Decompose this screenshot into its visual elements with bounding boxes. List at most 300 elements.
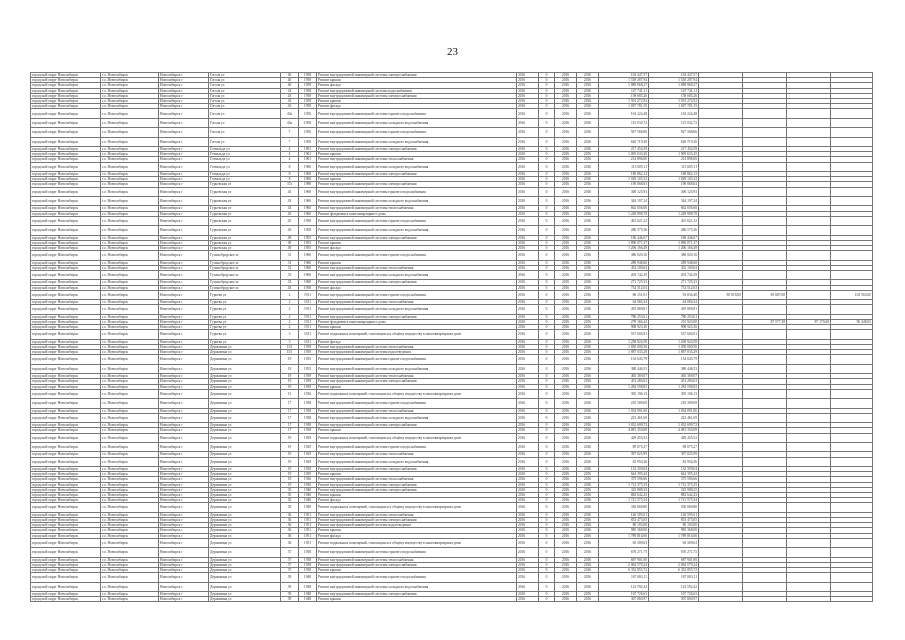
house-number-cell: 17 bbox=[281, 423, 299, 428]
end-year-cell: 2016 bbox=[577, 523, 599, 528]
cost-cell: 882 642,43 bbox=[599, 492, 649, 497]
extra-cost-4-cell bbox=[831, 109, 873, 118]
zero-cell: 0 bbox=[539, 399, 555, 408]
house-number-cell: 17 bbox=[281, 428, 299, 433]
plan-year-cell: 2016 bbox=[517, 137, 539, 146]
house-number-cell: 37а bbox=[281, 182, 299, 187]
end-year-cell: 2016 bbox=[577, 457, 599, 466]
build-year-cell: 1956 bbox=[299, 118, 317, 127]
zero-cell: 0 bbox=[539, 319, 555, 324]
table-body bbox=[31, 73, 873, 602]
house-number-cell: 43а bbox=[281, 109, 299, 118]
plan-year-cell: 2016 bbox=[517, 582, 539, 591]
cost-cell: 123 592,42 bbox=[599, 582, 649, 591]
end-year-cell: 2016 bbox=[577, 582, 599, 591]
total-cost-cell: 325 988,35 bbox=[649, 487, 699, 492]
table-row bbox=[31, 118, 873, 127]
plan-year-cell: 2016 bbox=[517, 104, 539, 109]
zero-cell: 0 bbox=[539, 557, 555, 562]
locality-cell: Новосибирск г bbox=[159, 88, 209, 93]
cost-cell: 429 455,52 bbox=[599, 433, 649, 442]
cost-cell: 286 575,36 bbox=[599, 226, 649, 235]
extra-cost-2-cell bbox=[743, 582, 787, 591]
municipality-cell: городской округ Новосибирск bbox=[31, 389, 101, 398]
build-year-cell: 1940 bbox=[299, 487, 317, 492]
street-cell: Гоголя ул bbox=[209, 137, 281, 146]
build-year-cell: 1929 bbox=[299, 472, 317, 477]
locality-cell: Новосибирск г bbox=[159, 498, 209, 503]
municipality-cell: городской округ Новосибирск bbox=[31, 325, 101, 330]
extra-cost-1-cell bbox=[699, 118, 743, 127]
street-cell: Гоголя ул bbox=[209, 93, 281, 98]
house-number-cell: 43 bbox=[281, 88, 299, 93]
locality-cell: Новосибирск г bbox=[159, 118, 209, 127]
house-number-cell: 43 bbox=[281, 206, 299, 211]
street-cell: Гоголя ул bbox=[209, 99, 281, 104]
city-district-cell: г.о. Новосибирск bbox=[101, 533, 159, 538]
work-type-cell: Ремонт внутридомовой инженерной системы теплоснабжения bbox=[317, 206, 517, 211]
total-cost-cell: 397 025,99 bbox=[649, 452, 699, 457]
total-cost-cell: 1 034 091,06 bbox=[649, 408, 699, 413]
street-cell: Державина ул bbox=[209, 428, 281, 433]
street-cell: Гусинобродское ш bbox=[209, 251, 281, 260]
cost-cell: 676 271,75 bbox=[599, 548, 649, 557]
locality-cell: Новосибирск г bbox=[159, 146, 209, 151]
cost-cell: 380 446,53 bbox=[599, 364, 649, 373]
extra-cost-4-cell bbox=[831, 187, 873, 196]
build-year-cell: 1958 bbox=[299, 83, 317, 88]
build-year-cell: 1960 bbox=[299, 177, 317, 182]
plan-year-cell: 2016 bbox=[517, 512, 539, 517]
build-year-cell: 1961 bbox=[299, 152, 317, 157]
table-row bbox=[31, 582, 873, 591]
city-district-cell: г.о. Новосибирск bbox=[101, 413, 159, 422]
end-year-cell: 2016 bbox=[577, 503, 599, 512]
build-year-cell: 1938 bbox=[299, 423, 317, 428]
cost-cell: 1 206 166,49 bbox=[599, 245, 649, 250]
street-cell: Державина ул bbox=[209, 350, 281, 355]
build-year-cell: 1911 bbox=[299, 314, 317, 319]
start-year-cell: 2016 bbox=[555, 270, 577, 279]
extra-cost-2-cell: 85 687,00 bbox=[743, 290, 787, 299]
city-district-cell: г.о. Новосибирск bbox=[101, 355, 159, 364]
locality-cell: Новосибирск г bbox=[159, 171, 209, 176]
locality-cell: Новосибирск г bbox=[159, 83, 209, 88]
municipality-cell: городской округ Новосибирск bbox=[31, 128, 101, 137]
municipality-cell: городской округ Новосибирск bbox=[31, 355, 101, 364]
plan-year-cell: 2016 bbox=[517, 78, 539, 83]
build-year-cell: 1955 bbox=[299, 235, 317, 240]
cost-cell: 115 032,72 bbox=[599, 118, 649, 127]
city-district-cell: г.о. Новосибирск bbox=[101, 325, 159, 330]
locality-cell: Новосибирск г bbox=[159, 325, 209, 330]
cost-cell: 1 029 105,32 bbox=[599, 177, 649, 182]
start-year-cell: 2016 bbox=[555, 442, 577, 451]
city-district-cell: г.о. Новосибирск bbox=[101, 73, 159, 78]
work-type-cell: Ремонт подвальных помещений, относящихся к общему имуществу в многоквартирном доме bbox=[317, 389, 517, 398]
plan-year-cell: 2016 bbox=[517, 408, 539, 413]
start-year-cell: 2016 bbox=[555, 330, 577, 339]
street-cell: Гоголя ул bbox=[209, 73, 281, 78]
house-number-cell: 43 bbox=[281, 211, 299, 216]
build-year-cell: 1911 bbox=[299, 339, 317, 344]
zero-cell: 0 bbox=[539, 344, 555, 349]
plan-year-cell: 2016 bbox=[517, 374, 539, 379]
build-year-cell: 1940 bbox=[299, 492, 317, 497]
house-number-cell: 39 bbox=[281, 597, 299, 602]
house-number-cell: 43 bbox=[281, 285, 299, 290]
street-cell: Державина ул bbox=[209, 487, 281, 492]
zero-cell: 0 bbox=[539, 423, 555, 428]
work-type-cell: Ремонт внутридомовой инженерной системы горячего водоснабжения bbox=[317, 573, 517, 582]
cost-cell: 620 719,30 bbox=[599, 137, 649, 146]
zero-cell: 0 bbox=[539, 171, 555, 176]
city-district-cell: г.о. Новосибирск bbox=[101, 118, 159, 127]
extra-cost-1-cell bbox=[699, 251, 743, 260]
start-year-cell: 2016 bbox=[555, 260, 577, 265]
start-year-cell: 2016 bbox=[555, 226, 577, 235]
locality-cell: Новосибирск г bbox=[159, 591, 209, 596]
street-cell: Гоголя ул bbox=[209, 104, 281, 109]
cost-cell: 1 032 699,72 bbox=[599, 423, 649, 428]
zero-cell: 0 bbox=[539, 211, 555, 216]
extra-cost-1-cell bbox=[699, 305, 743, 314]
city-district-cell: г.о. Новосибирск bbox=[101, 146, 159, 151]
extra-cost-4-cell bbox=[831, 196, 873, 205]
work-type-cell: Ремонт внутридомовой инженерной системы горячего водоснабжения bbox=[317, 251, 517, 260]
total-cost-cell: 451 284,63 bbox=[649, 379, 699, 384]
municipality-cell: городской округ Новосибирск bbox=[31, 73, 101, 78]
house-number-cell: 39 bbox=[281, 582, 299, 591]
locality-cell: Новосибирск г bbox=[159, 137, 209, 146]
total-cost-cell: 927 568,06 bbox=[649, 128, 699, 137]
work-type-cell: Ремонт внутридомовой инженерной системы электроснабжения bbox=[317, 466, 517, 471]
work-type-cell: Ремонт внутридомовой инженерной системы горячего водоснабжения bbox=[317, 548, 517, 557]
total-cost-cell: 223 461,69 bbox=[649, 413, 699, 422]
zero-cell: 0 bbox=[539, 389, 555, 398]
plan-year-cell: 2016 bbox=[517, 177, 539, 182]
work-type-cell: Ремонт внутридомовой инженерной системы электроснабжения bbox=[317, 235, 517, 240]
work-type-cell: Ремонт внутридомовой инженерной системы электроснабжения bbox=[317, 591, 517, 596]
build-year-cell: 1939 bbox=[299, 384, 317, 389]
work-type-cell: Ремонт внутридомовой инженерной системы горячего водоснабжения bbox=[317, 187, 517, 196]
total-cost-cell: 158 685,26 bbox=[649, 93, 699, 98]
locality-cell: Новосибирск г bbox=[159, 182, 209, 187]
start-year-cell: 2016 bbox=[555, 128, 577, 137]
municipality-cell: городской округ Новосибирск bbox=[31, 240, 101, 245]
end-year-cell: 2016 bbox=[577, 408, 599, 413]
house-number-cell: 39 bbox=[281, 591, 299, 596]
municipality-cell: городской округ Новосибирск bbox=[31, 104, 101, 109]
municipality-cell: городской округ Новосибирск bbox=[31, 162, 101, 171]
extra-cost-1-cell bbox=[699, 597, 743, 602]
build-year-cell: 1960 bbox=[299, 280, 317, 285]
work-type-cell: Ремонт внутридомовой инженерной системы теплоснабжения bbox=[317, 452, 517, 457]
table-row bbox=[31, 442, 873, 451]
plan-year-cell: 2016 bbox=[517, 245, 539, 250]
build-year-cell: 1958 bbox=[299, 78, 317, 83]
table-row bbox=[31, 399, 873, 408]
end-year-cell: 2016 bbox=[577, 226, 599, 235]
extra-cost-4-cell bbox=[831, 330, 873, 339]
street-cell: Гурьева ул bbox=[209, 305, 281, 314]
plan-year-cell: 2016 bbox=[517, 216, 539, 225]
municipality-cell: городской округ Новосибирск bbox=[31, 305, 101, 314]
zero-cell: 0 bbox=[539, 482, 555, 487]
plan-year-cell: 2016 bbox=[517, 300, 539, 305]
zero-cell: 0 bbox=[539, 492, 555, 497]
extra-cost-1-cell bbox=[699, 413, 743, 422]
municipality-cell: городской округ Новосибирск bbox=[31, 109, 101, 118]
extra-cost-2-cell bbox=[743, 196, 787, 205]
table-row bbox=[31, 389, 873, 398]
city-district-cell: г.о. Новосибирск bbox=[101, 344, 159, 349]
cost-cell: 1 530 287,94 bbox=[599, 78, 649, 83]
municipality-cell: городской округ Новосибирск bbox=[31, 498, 101, 503]
locality-cell: Новосибирск г bbox=[159, 290, 209, 299]
start-year-cell: 2016 bbox=[555, 413, 577, 422]
end-year-cell: 2016 bbox=[577, 330, 599, 339]
start-year-cell: 2016 bbox=[555, 567, 577, 572]
house-number-cell: 19 bbox=[281, 433, 299, 442]
plan-year-cell: 2016 bbox=[517, 93, 539, 98]
municipality-cell: городской округ Новосибирск bbox=[31, 384, 101, 389]
extra-cost-3-cell bbox=[787, 137, 831, 146]
extra-cost-4-cell bbox=[831, 355, 873, 364]
plan-year-cell: 2016 bbox=[517, 187, 539, 196]
end-year-cell: 2016 bbox=[577, 433, 599, 442]
end-year-cell: 2016 bbox=[577, 466, 599, 471]
locality-cell: Новосибирск г bbox=[159, 503, 209, 512]
cost-cell: 278 166,42 bbox=[599, 319, 649, 324]
zero-cell: 0 bbox=[539, 162, 555, 171]
city-district-cell: г.о. Новосибирск bbox=[101, 428, 159, 433]
start-year-cell: 2016 bbox=[555, 171, 577, 176]
zero-cell: 0 bbox=[539, 300, 555, 305]
total-cost-cell: 452 100,63 bbox=[649, 265, 699, 270]
zero-cell: 0 bbox=[539, 240, 555, 245]
build-year-cell: 1960 bbox=[299, 196, 317, 205]
total-cost-cell: 1 712 375,35 bbox=[649, 482, 699, 487]
table-row bbox=[31, 573, 873, 582]
cost-cell: 1 258 924,58 bbox=[599, 339, 649, 344]
build-year-cell: 1958 bbox=[299, 216, 317, 225]
cost-cell: 167 083,11 bbox=[599, 573, 649, 582]
city-district-cell: г.о. Новосибирск bbox=[101, 285, 159, 290]
work-type-cell: Ремонт фасада bbox=[317, 533, 517, 538]
total-cost-cell: 163 224,48 bbox=[649, 109, 699, 118]
street-cell: Державина ул bbox=[209, 457, 281, 466]
cost-cell: 80 103,00 bbox=[599, 523, 649, 528]
municipality-cell: городской округ Новосибирск bbox=[31, 157, 101, 162]
work-type-cell: Ремонт фасада bbox=[317, 498, 517, 503]
cost-cell: 1 050 000,56 bbox=[599, 344, 649, 349]
zero-cell: 0 bbox=[539, 83, 555, 88]
build-year-cell: 1911 bbox=[299, 319, 317, 324]
extra-cost-3-cell bbox=[787, 413, 831, 422]
city-district-cell: г.о. Новосибирск bbox=[101, 472, 159, 477]
municipality-cell: городской округ Новосибирск bbox=[31, 88, 101, 93]
locality-cell: Новосибирск г bbox=[159, 211, 209, 216]
extra-cost-4-cell bbox=[831, 270, 873, 279]
table-row bbox=[31, 457, 873, 466]
work-type-cell: Ремонт крыши bbox=[317, 428, 517, 433]
start-year-cell: 2016 bbox=[555, 482, 577, 487]
build-year-cell: 1951 bbox=[299, 523, 317, 528]
plan-year-cell: 2016 bbox=[517, 399, 539, 408]
locality-cell: Новосибирск г bbox=[159, 109, 209, 118]
end-year-cell: 2016 bbox=[577, 206, 599, 211]
city-district-cell: г.о. Новосибирск bbox=[101, 109, 159, 118]
street-cell: Гоголя ул bbox=[209, 88, 281, 93]
build-year-cell: 1929 bbox=[299, 466, 317, 471]
table-row bbox=[31, 162, 873, 171]
locality-cell: Новосибирск г bbox=[159, 330, 209, 339]
plan-year-cell: 2016 bbox=[517, 591, 539, 596]
city-district-cell: г.о. Новосибирск bbox=[101, 300, 159, 305]
build-year-cell: 1936 bbox=[299, 482, 317, 487]
municipality-cell: городской округ Новосибирск bbox=[31, 211, 101, 216]
street-cell: Державина ул bbox=[209, 523, 281, 528]
total-cost-cell: 132 359,04 bbox=[649, 466, 699, 471]
extra-cost-3-cell bbox=[787, 538, 831, 547]
build-year-cell: 1953 bbox=[299, 364, 317, 373]
zero-cell: 0 bbox=[539, 408, 555, 413]
zero-cell: 0 bbox=[539, 325, 555, 330]
street-cell: Гусинобродское ш bbox=[209, 270, 281, 279]
total-cost-cell: 6 352 855,72 bbox=[649, 567, 699, 572]
plan-year-cell: 2016 bbox=[517, 88, 539, 93]
end-year-cell: 2016 bbox=[577, 350, 599, 355]
city-district-cell: г.о. Новосибирск bbox=[101, 240, 159, 245]
zero-cell: 0 bbox=[539, 355, 555, 364]
municipality-cell: городской округ Новосибирск bbox=[31, 423, 101, 428]
zero-cell: 0 bbox=[539, 452, 555, 457]
end-year-cell: 2016 bbox=[577, 423, 599, 428]
house-number-cell: 36 bbox=[281, 512, 299, 517]
work-type-cell: Ремонт внутридомовой инженерной системы теплоснабжения bbox=[317, 157, 517, 162]
city-district-cell: г.о. Новосибирск bbox=[101, 374, 159, 379]
house-number-cell: 19 bbox=[281, 442, 299, 451]
house-number-cell: 2 bbox=[281, 305, 299, 314]
end-year-cell: 2016 bbox=[577, 88, 599, 93]
work-type-cell: Ремонт внутридомовой инженерной системы теплоснабжения bbox=[317, 477, 517, 482]
house-number-cell: 37 bbox=[281, 548, 299, 557]
street-cell: Державина ул bbox=[209, 389, 281, 398]
house-number-cell: 49 bbox=[281, 240, 299, 245]
work-type-cell: Ремонт внутридомовой инженерной системы холодного водоснабжения bbox=[317, 364, 517, 373]
start-year-cell: 2016 bbox=[555, 408, 577, 413]
end-year-cell: 2016 bbox=[577, 355, 599, 364]
total-cost-cell: 455 869,81 bbox=[649, 305, 699, 314]
extra-cost-3-cell bbox=[787, 442, 831, 451]
table-row bbox=[31, 226, 873, 235]
municipality-cell: городской округ Новосибирск bbox=[31, 350, 101, 355]
street-cell: Готвальда ул bbox=[209, 152, 281, 157]
end-year-cell: 2016 bbox=[577, 597, 599, 602]
plan-year-cell: 2016 bbox=[517, 557, 539, 562]
total-cost-cell: 123 592,42 bbox=[649, 582, 699, 591]
work-type-cell: Ремонт внутридомовой инженерной системы электроснабжения bbox=[317, 93, 517, 98]
build-year-cell: 1956 bbox=[299, 137, 317, 146]
street-cell: Державина ул bbox=[209, 423, 281, 428]
start-year-cell: 2016 bbox=[555, 344, 577, 349]
zero-cell: 0 bbox=[539, 146, 555, 151]
build-year-cell: 1940 bbox=[299, 498, 317, 503]
extra-cost-1-cell bbox=[699, 433, 743, 442]
start-year-cell: 2016 bbox=[555, 162, 577, 171]
total-cost-cell: 330 669,80 bbox=[649, 503, 699, 512]
extra-cost-3-cell bbox=[787, 399, 831, 408]
locality-cell: Новосибирск г bbox=[159, 487, 209, 492]
house-number-cell: 35 bbox=[281, 498, 299, 503]
zero-cell: 0 bbox=[539, 109, 555, 118]
street-cell: Гурьевская ул bbox=[209, 245, 281, 250]
cost-cell: 186 446,67 bbox=[599, 235, 649, 240]
municipality-cell: городской округ Новосибирск bbox=[31, 260, 101, 265]
cost-cell: 325 988,35 bbox=[599, 487, 649, 492]
start-year-cell: 2016 bbox=[555, 557, 577, 562]
municipality-cell: городской округ Новосибирск bbox=[31, 466, 101, 471]
extra-cost-2-cell bbox=[743, 305, 787, 314]
city-district-cell: г.о. Новосибирск bbox=[101, 99, 159, 104]
city-district-cell: г.о. Новосибирск bbox=[101, 182, 159, 187]
zero-cell: 0 bbox=[539, 285, 555, 290]
house-number-cell: 31 bbox=[281, 260, 299, 265]
city-district-cell: г.о. Новосибирск bbox=[101, 93, 159, 98]
table-row bbox=[31, 187, 873, 196]
extra-cost-4-cell bbox=[831, 305, 873, 314]
locality-cell: Новосибирск г bbox=[159, 240, 209, 245]
cost-cell: 687 901,00 bbox=[599, 557, 649, 562]
build-year-cell: 1951 bbox=[299, 538, 317, 547]
start-year-cell: 2016 bbox=[555, 78, 577, 83]
start-year-cell: 2016 bbox=[555, 399, 577, 408]
cost-cell: 455 869,81 bbox=[599, 305, 649, 314]
city-district-cell: г.о. Новосибирск bbox=[101, 512, 159, 517]
city-district-cell: г.о. Новосибирск bbox=[101, 319, 159, 324]
build-year-cell: 1961 bbox=[299, 146, 317, 151]
municipality-cell: городской округ Новосибирск bbox=[31, 319, 101, 324]
work-type-cell: Ремонт внутридомовой инженерной системы холодного водоснабжения bbox=[317, 413, 517, 422]
work-type-cell: Ремонт внутридомовой инженерной системы водоотведения bbox=[317, 523, 517, 528]
extra-cost-2-cell bbox=[743, 503, 787, 512]
end-year-cell: 2016 bbox=[577, 573, 599, 582]
extra-cost-2-cell bbox=[743, 573, 787, 582]
extra-cost-2-cell bbox=[743, 128, 787, 137]
total-cost-cell: 147 741,11 bbox=[649, 88, 699, 93]
start-year-cell: 2016 bbox=[555, 492, 577, 497]
total-cost-cell: 80 103,00 bbox=[649, 523, 699, 528]
start-year-cell: 2016 bbox=[555, 364, 577, 373]
extra-cost-4-cell bbox=[831, 216, 873, 225]
end-year-cell: 2016 bbox=[577, 162, 599, 171]
municipality-cell: городской округ Новосибирск bbox=[31, 300, 101, 305]
total-cost-cell: 908 923,30 bbox=[649, 325, 699, 330]
city-district-cell: г.о. Новосибирск bbox=[101, 216, 159, 225]
cost-cell: 401 621,32 bbox=[599, 216, 649, 225]
house-number-cell: 19 bbox=[281, 355, 299, 364]
start-year-cell: 2016 bbox=[555, 235, 577, 240]
house-number-cell: 2 bbox=[281, 319, 299, 324]
end-year-cell: 2016 bbox=[577, 235, 599, 240]
house-number-cell: 7 bbox=[281, 128, 299, 137]
extra-cost-4-cell bbox=[831, 573, 873, 582]
street-cell: Гурьевская ул bbox=[209, 211, 281, 216]
zero-cell: 0 bbox=[539, 128, 555, 137]
cost-cell: 330 669,80 bbox=[599, 503, 649, 512]
cost-cell: 147 741,11 bbox=[599, 88, 649, 93]
